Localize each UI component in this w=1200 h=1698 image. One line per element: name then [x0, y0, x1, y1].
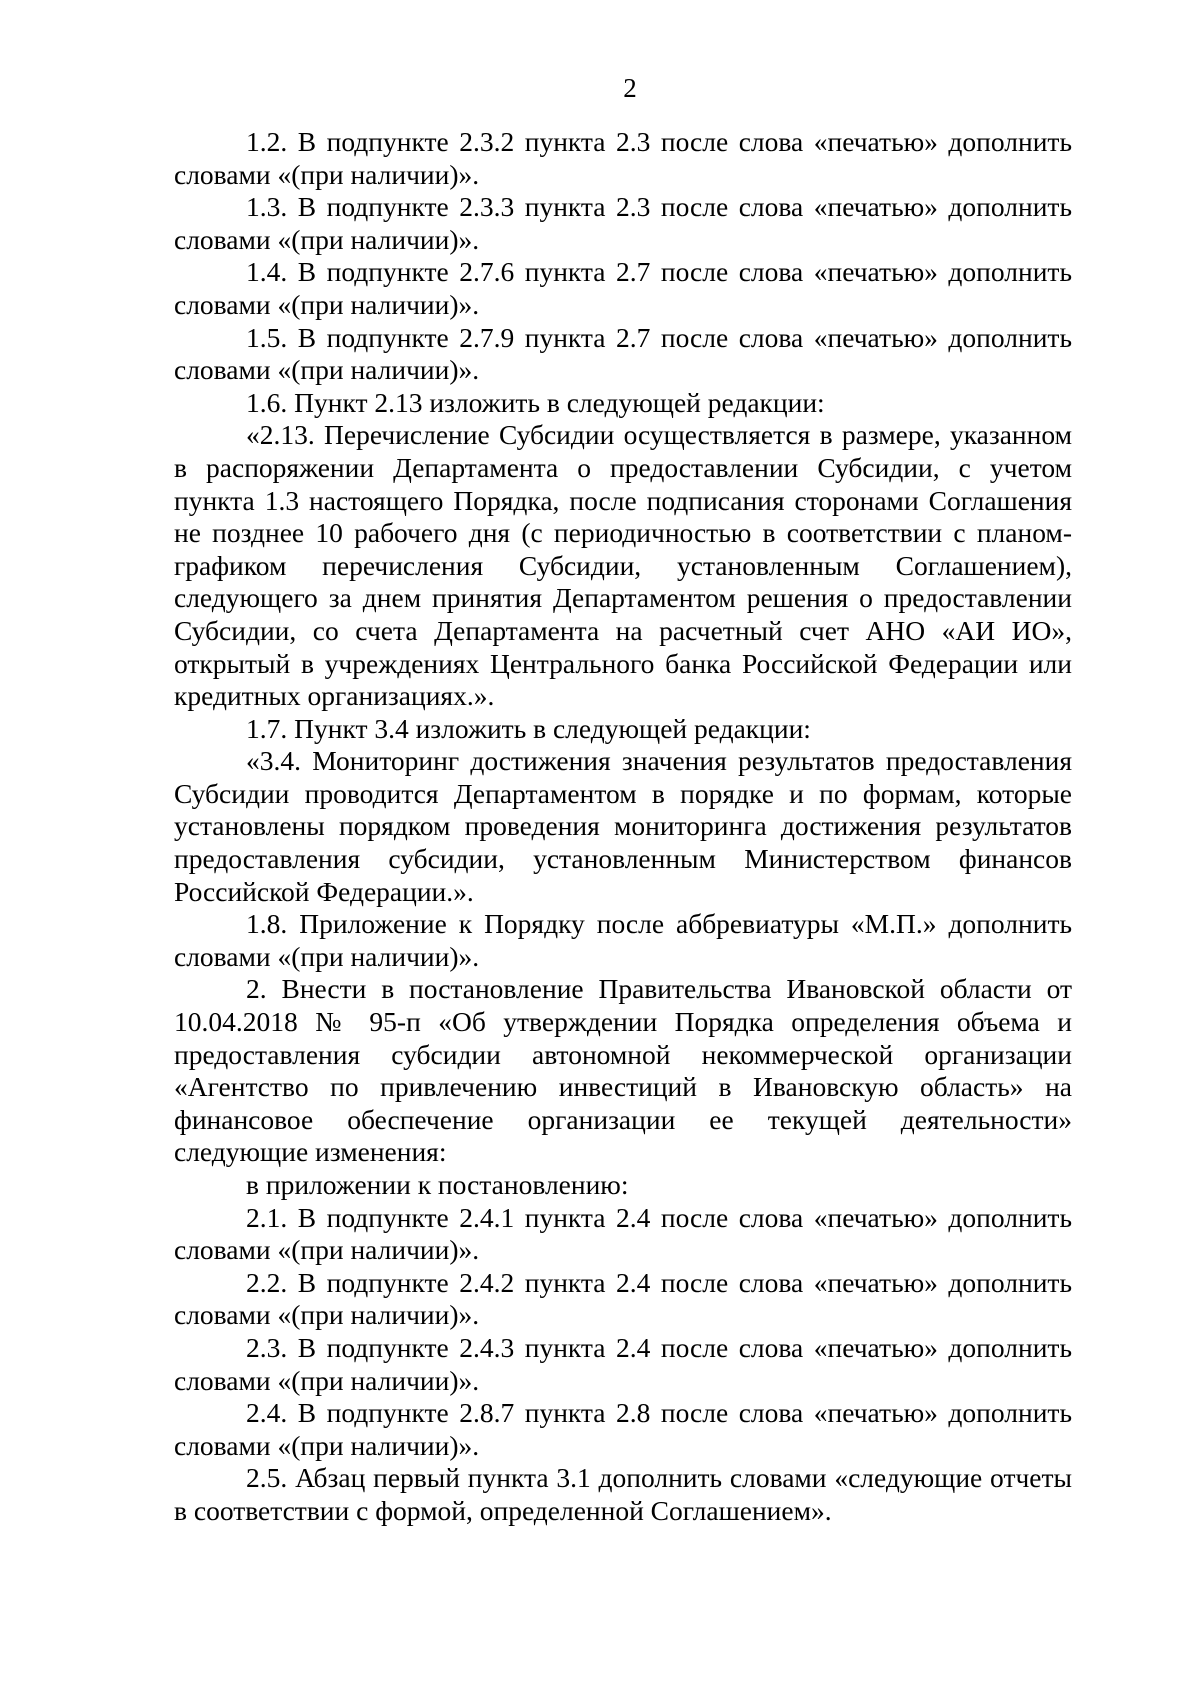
paragraph-2: 2. Внести в постановление Правительства Ивановской области от 10.04.2018 № 95-п «Об утверждении Порядка определения объема и предоставления субсидии автономной некоммерческой организации «Агентство по привлечению инвестиций в Ивановскую область» на финансовое обеспечение организации ее текущей деятельности» следующие изменения: [174, 973, 1072, 1168]
paragraph-2-2: 2.2. В подпункте 2.4.2 пункта 2.4 после слова «печатью» дополнить словами «(при наличии)». [174, 1266, 1072, 1331]
paragraph-1-3: 1.3. В подпункте 2.3.3 пункта 2.3 после слова «печатью» дополнить словами «(при наличии)». [174, 191, 1072, 255]
paragraph-1-4: 1.4. В подпункте 2.7.6 пункта 2.7 после слова «печатью» дополнить словами «(при наличии)». [174, 256, 1072, 320]
paragraph-2-1: 2.1. В подпункте 2.4.1 пункта 2.4 после слова «печатью» дополнить словами «(при наличии)». [174, 1201, 1072, 1266]
paragraph-2-13-text: «2.13. Перечисление Субсидии осуществляется в размере, указанном в распоряжении Департамента о предоставлении Субсидии, с учетом пункта 1.3 настоящего Порядка, после подписания сторонами Соглашения не позднее 10 рабочего дня (с периодичностью в соответствии с планом-графиком перечисления Субсидии, установленным Соглашением), следующего за днем принятия Департаментом решения о предоставлении Субсидии, со счета Департамента на расчетный счет АНО «АИ ИО», открытый в учреждениях Центрального банка Российской Федерации или кредитных организациях.». [174, 419, 1072, 712]
document-body [174, 126, 1072, 1528]
paragraph-2-4: 2.4. В подпункте 2.8.7 пункта 2.8 после слова «печатью» дополнить словами «(при наличии)». [174, 1397, 1072, 1461]
paragraph-1-8: 1.8. Приложение к Порядку после аббревиатуры «М.П.» дополнить словами «(при наличии)». [174, 908, 1072, 972]
paragraph-2-3: 2.3. В подпункте 2.4.3 пункта 2.4 после слова «печатью» дополнить словами «(при наличии)». [174, 1331, 1072, 1396]
paragraph-2-5: 2.5. Абзац первый пункта 3.1 дополнить словами «следующие отчеты в соответствии с формой, определенной Соглашением». [174, 1462, 1072, 1526]
paragraph-1-6: 1.6. Пункт 2.13 изложить в следующей редакции: [246, 386, 825, 418]
paragraph-1-5: 1.5. В подпункте 2.7.9 пункта 2.7 после слова «печатью» дополнить словами «(при наличии)». [174, 321, 1072, 386]
paragraph-1-2: 1.2. В подпункте 2.3.2 пункта 2.3 после слова «печатью» дополнить словами «(при наличии)». [174, 126, 1072, 190]
paragraph-annex-intro: в приложении к постановлению: [246, 1169, 629, 1200]
paragraph-1-7: 1.7. Пункт 3.4 изложить в следующей редакции: [246, 712, 811, 744]
paragraph-3-4-text: «3.4. Мониторинг достижения значения результатов предоставления Субсидии проводится Департаментом в порядке и по формам, которые установлены порядком проведения мониторинга достижения результатов предоставления субсидии, установленным Министерством финансов Российской Федерации.». [174, 745, 1072, 907]
page-number: 2 [623, 73, 637, 103]
